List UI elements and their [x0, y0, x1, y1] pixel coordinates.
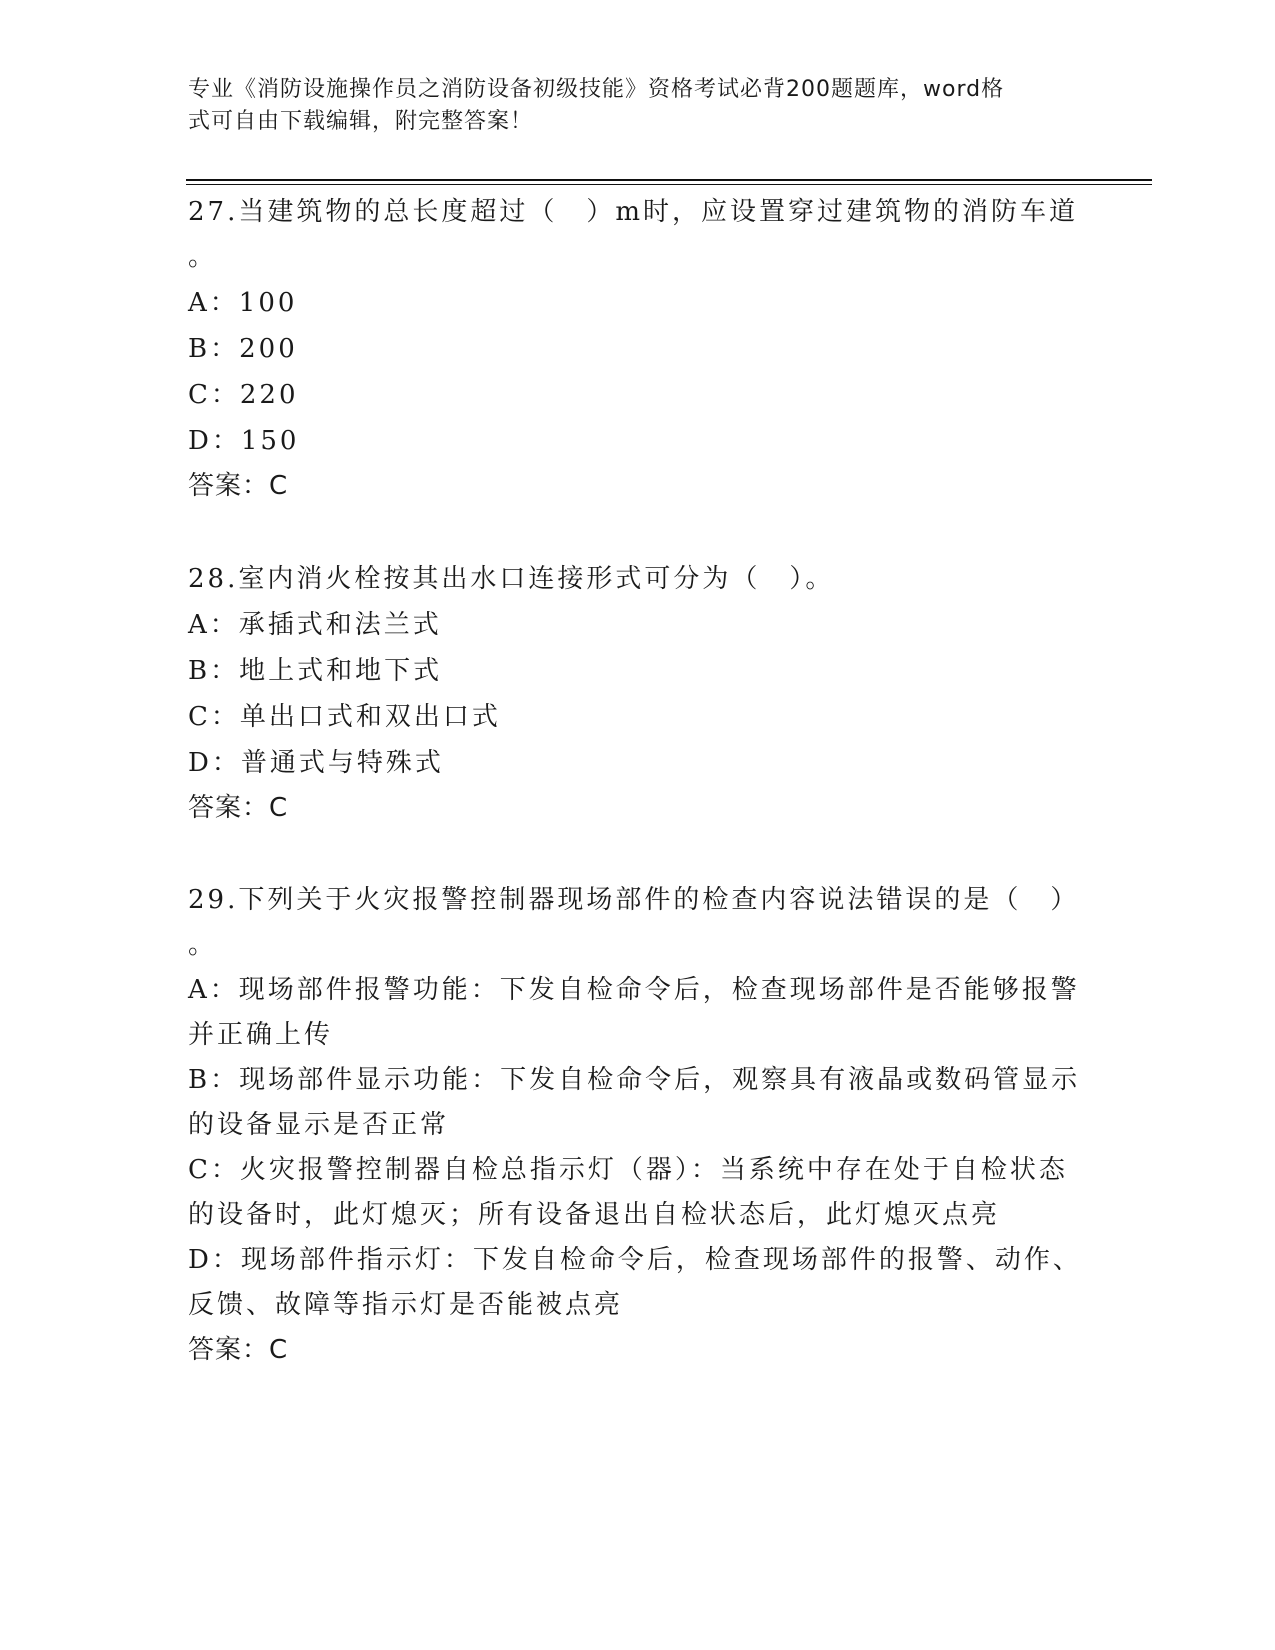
question-stem: 27.当建筑物的总长度超过（ ）m时，应设置穿过建筑物的消防车道 [188, 197, 1079, 227]
question-stem: 29.下列关于火灾报警控制器现场部件的检查内容说法错误的是（ ） [188, 885, 1080, 915]
question-spacer [188, 831, 1088, 878]
option-c: C：单出口式和双出口式 [188, 702, 501, 732]
option-d: D：现场部件指示灯：下发自检命令后，检查现场部件的报警、动作、 [188, 1245, 1082, 1275]
option-b: B：200 [188, 334, 298, 364]
option-a: A：现场部件报警功能：下发自检命令后，检查现场部件是否能够报警 [188, 975, 1080, 1005]
question-stem-continued: 。 [188, 930, 218, 960]
document-header [188, 74, 1068, 138]
option-a: A：承插式和法兰式 [188, 610, 442, 640]
option-d-continued: 反馈、故障等指示灯是否能被点亮 [188, 1290, 624, 1320]
question-29 [188, 878, 1088, 1373]
option-d: D：150 [188, 426, 300, 456]
option-d: D：普通式与特殊式 [188, 748, 444, 778]
question-spacer [188, 509, 1088, 556]
question-stem-continued: 。 [188, 242, 218, 272]
question-27 [188, 190, 1088, 509]
answer: 答案：C [188, 793, 289, 823]
answer: 答案：C [188, 471, 289, 501]
option-c: C：220 [188, 380, 299, 410]
option-b-continued: 的设备显示是否正常 [188, 1110, 450, 1140]
option-b: B：地上式和地下式 [188, 656, 443, 686]
header-line: 式可自由下载编辑，附完整答案！ [188, 109, 534, 134]
header-divider [186, 179, 1152, 181]
option-a: A：100 [188, 288, 298, 318]
header-line: 专业《消防设施操作员之消防设备初级技能》资格考试必背200题题库，word格 [188, 77, 1005, 102]
option-a-continued: 并正确上传 [188, 1020, 334, 1050]
question-stem: 28.室内消火栓按其出水口连接形式可分为（ ）。 [188, 564, 835, 594]
answer: 答案：C [188, 1335, 289, 1365]
question-28 [188, 556, 1088, 831]
header-divider-thin [186, 184, 1152, 185]
question-list [188, 190, 1088, 1373]
option-b: B：现场部件显示功能：下发自检命令后，观察具有液晶或数码管显示 [188, 1065, 1081, 1095]
option-c: C：火灾报警控制器自检总指示灯（器）：当系统中存在处于自检状态 [188, 1155, 1068, 1185]
option-c-continued: 的设备时，此灯熄灭；所有设备退出自检状态后，此灯熄灭点亮 [188, 1200, 1001, 1230]
